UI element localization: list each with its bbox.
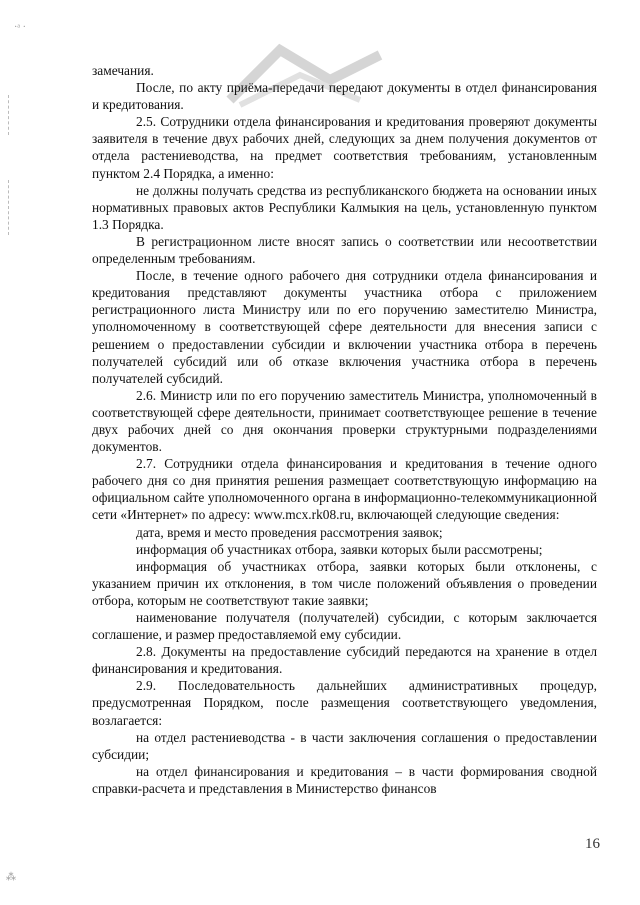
paragraph: на отдел финансирования и кредитования – в части формирования сводной справки-расчета и представления в Министерство финансов — [92, 763, 597, 796]
paragraph: 2.5. Сотрудники отдела финансирования и кредитования проверяют документы заявителя в течение двух рабочих дней, следующих за днем получения документов от отдела растениеводства, на предмет соответствия требованиям, установленным пунктом 2.4 Порядка, а именно: — [92, 114, 597, 181]
paragraph: После, в течение одного рабочего дня сотрудники отдела финансирования и кредитования представляют документы участника отбора с приложением регистрационного листа Министру или по его поручению заместителю Министра, уполномоченному в соответствующей сфере деятельности для внесения записи с решением о предоставлении субсидии и включении участника отбора в перечень получателей субсидий или об отказе включения участника отбора в перечень получателей субсидий. — [92, 268, 597, 386]
paragraph: 2.8. Документы на предоставление субсидий передаются на хранение в отдел финансирования и кредитования. — [92, 644, 597, 677]
paragraph: информация об участниках отбора, заявки которых были отклонены, с указанием причин их отклонения, в том числе положений объявления о проведении отбора, которым не соответствуют такие заявки; — [92, 558, 597, 608]
paragraph: 2.6. Министр или по его поручению заместитель Министра, уполномоченный в соответствующей сфере деятельности, принимает соответствующее решение в течение двух рабочих дней со дня окончания проверки структурными подразделениями документов. — [92, 387, 597, 455]
paragraph: В регистрационном листе вносят запись о соответствии или несоответствии определенным требованиям. — [92, 233, 597, 267]
paragraph: информация об участниках отбора, заявки которых были рассмотрены; — [136, 541, 543, 557]
scan-artifact: ⁂ — [6, 872, 16, 883]
scan-edge-artifact — [8, 95, 11, 135]
paragraph: наименование получателя (получателей) субсидии, с которым заключается соглашение, и размер предоставляемой ему субсидии. — [92, 610, 597, 643]
scan-artifact: ·ᵃ · — [14, 22, 26, 33]
paragraph: После, по акту приёма-передачи передают документы в отдел финансирования и кредитования. — [92, 80, 597, 113]
paragraph: замечания. — [92, 63, 154, 78]
paragraph: не должны получать средства из республиканского бюджета на основании иных нормативных правовых актов Республики Калмыкия на цель, установленную пунктом 1.3 Порядка. — [92, 182, 597, 232]
page-number: 16 — [585, 836, 600, 852]
scan-edge-artifact — [8, 180, 11, 235]
paragraph: на отдел растениеводства - в части заключения соглашения о предоставлении субсидии; — [92, 729, 597, 762]
paragraph: 2.7. Сотрудники отдела финансирования и кредитования в течение одного рабочего дня со дня принятия решения размещает соответствующую информацию на официальном сайте уполномоченного органа в информационно-телекоммуникационной сети «Интернет» по адресу: www.mcx.rk08.ru, включающей следующие сведения: — [92, 456, 597, 523]
document-body — [92, 62, 597, 797]
paragraph: 2.9. Последовательность дальнейших административных процедур, предусмотренная Порядком, после размещения соответствующего уведомления, возлагается: — [92, 678, 597, 728]
paragraph: дата, время и место проведения рассмотрения заявок; — [136, 524, 443, 540]
